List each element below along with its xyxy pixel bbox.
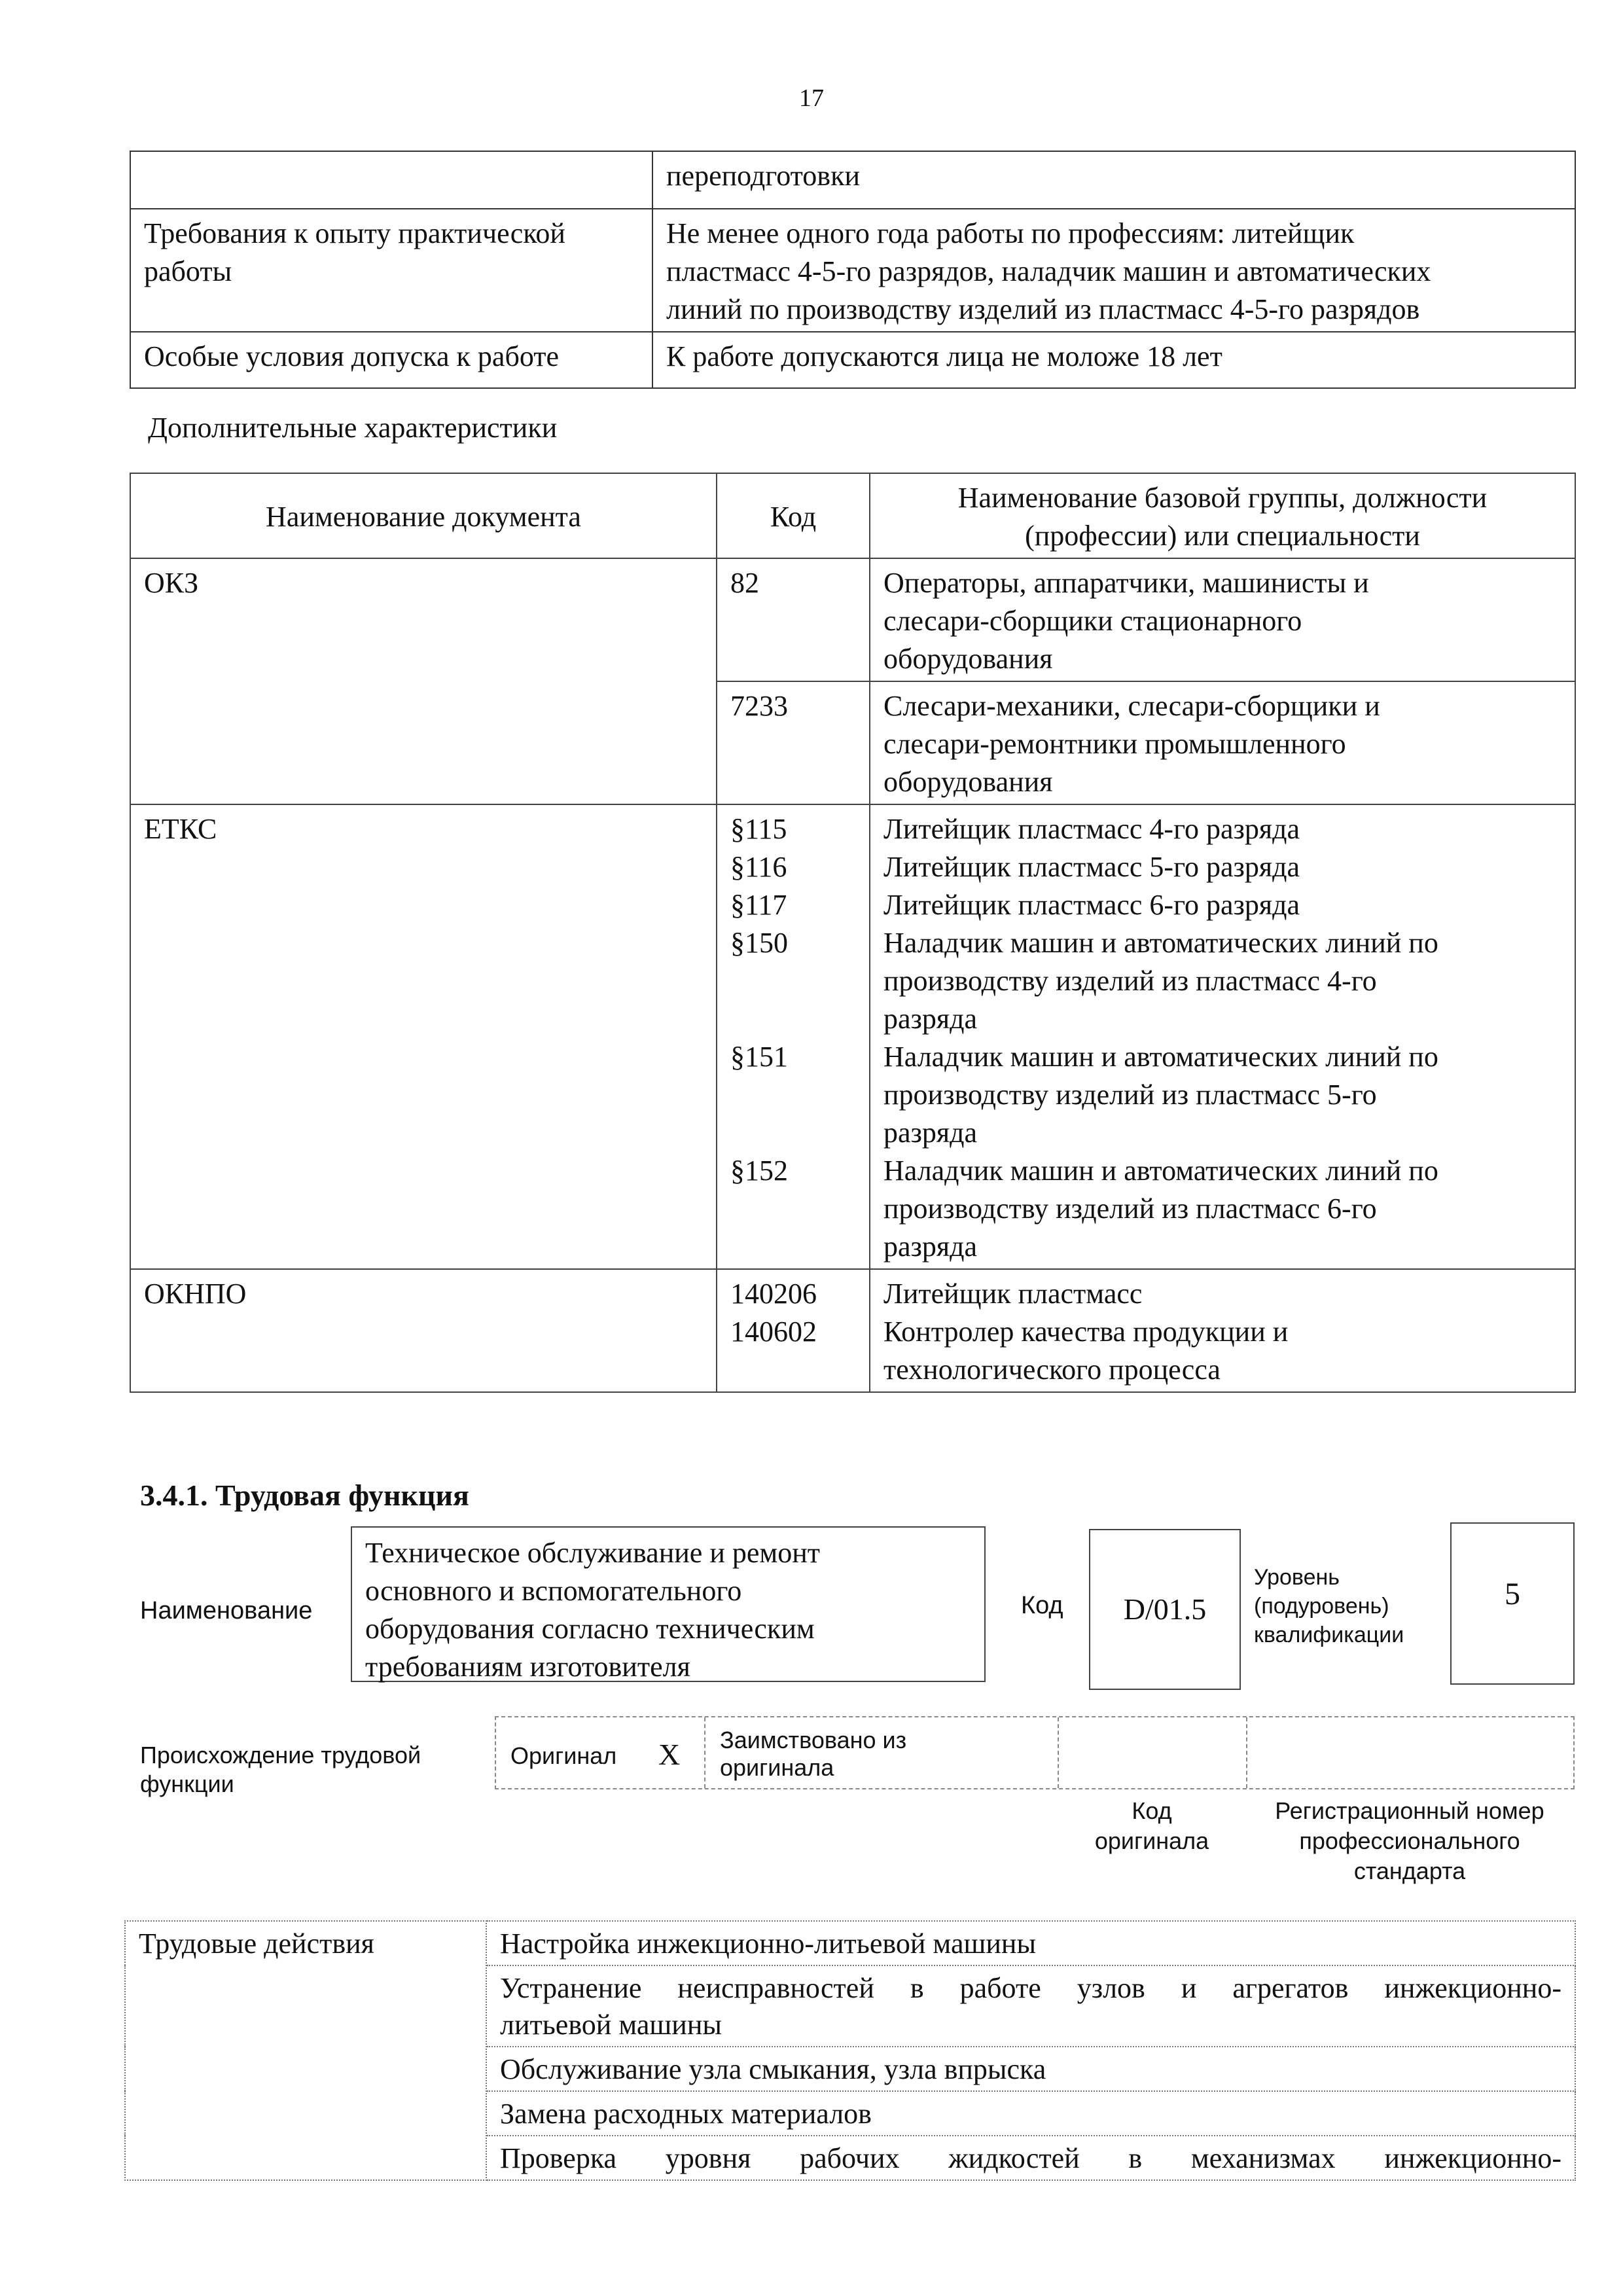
labor-action-item — [486, 1965, 1575, 2047]
requirements-label-line: работы — [144, 255, 232, 287]
additional-characteristics-caption: Дополнительные характеристики — [148, 412, 558, 444]
code-value: §152 — [730, 1155, 788, 1187]
code-value: §151 — [730, 1041, 788, 1073]
labor-action-line: Замена расходных материалов — [500, 2098, 872, 2130]
group-name-line: разряда — [883, 1003, 978, 1035]
labor-action-item — [486, 2047, 1575, 2091]
code-value: 140602 — [730, 1316, 817, 1348]
group-name-line: Литейщик пластмасс 4-го разряда — [883, 813, 1300, 845]
labor-action-line: Устранение неисправностей в работе узлов и агрегатов инжекционно- — [500, 1972, 1561, 2004]
group-name-line: Наладчик машин и автоматических линий по — [883, 927, 1438, 959]
reg-number-caption-line: профессионального — [1299, 1827, 1520, 1854]
table-row — [130, 1269, 1575, 1392]
labor-actions-label: Трудовые действия — [125, 1921, 486, 2180]
group-name-line: производству изделий из пластмасс 6-го — [883, 1193, 1377, 1225]
qualification-level-label-line: (подуровень) — [1254, 1594, 1389, 1619]
requirements-table — [130, 151, 1576, 389]
requirements-label-line: Особые условия допуска к работе — [144, 340, 560, 372]
qualification-level-label-line: Уровень — [1254, 1565, 1340, 1590]
function-code-box: D/01.5 — [1089, 1529, 1241, 1690]
code-spacer — [730, 1000, 856, 1038]
code-spacer — [730, 1114, 856, 1152]
reg-number-caption — [1246, 1796, 1573, 1886]
original-mark: X — [658, 1738, 681, 1771]
code-original-caption — [1058, 1796, 1246, 1856]
code-cell: 82 — [717, 558, 870, 681]
function-name-line: требованиям изготовителя — [365, 1651, 690, 1683]
code-spacer — [730, 962, 856, 1000]
group-name-line: Операторы, аппаратчики, машинисты и — [883, 567, 1369, 599]
qualification-level-label-line: квалификации — [1254, 1623, 1404, 1647]
group-name-line: Контролер качества продукции и — [883, 1316, 1289, 1348]
group-name-line: Наладчик машин и автоматических линий по — [883, 1155, 1438, 1187]
header-group-name-line: (профессии) или специальности — [1025, 520, 1420, 552]
qualification-level-box: 5 — [1450, 1522, 1575, 1685]
function-name-box — [351, 1526, 986, 1682]
labor-action-item — [486, 2091, 1575, 2136]
function-name-line: основного и вспомогательного — [365, 1575, 742, 1607]
labor-action-line: Проверка уровня рабочих жидкостей в механизмах инжекционно- — [500, 2142, 1561, 2174]
group-name-line: технологического процесса — [883, 1354, 1221, 1386]
group-name-cell — [870, 804, 1575, 1269]
table-row — [130, 558, 1575, 681]
origin-reg-number-cell — [1247, 1717, 1573, 1788]
requirements-label-cell — [130, 332, 652, 388]
group-name-line: Слесари-механики, слесари-сборщики и — [883, 690, 1380, 722]
code-cell — [717, 1269, 870, 1392]
origin-table — [495, 1716, 1575, 1789]
function-name-line: оборудования согласно техническим — [365, 1613, 815, 1645]
group-name-cell — [870, 558, 1575, 681]
code-value: §150 — [730, 927, 788, 959]
table-row — [130, 804, 1575, 1269]
group-name-line: оборудования — [883, 766, 1053, 798]
header-document: Наименование документа — [130, 473, 717, 558]
code-value: §117 — [730, 889, 787, 921]
header-group-name — [870, 473, 1575, 558]
labor-action-line: Настройка инжекционно-литьевой машины — [500, 1928, 1037, 1960]
table-row — [130, 332, 1575, 388]
group-name-line: слесари-сборщики стационарного — [883, 605, 1302, 637]
doc-oknpo: ОКНПО — [130, 1269, 717, 1392]
borrowed-label — [720, 1727, 906, 1782]
labor-action-item — [486, 2136, 1575, 2180]
labor-function-heading: 3.4.1. Трудовая функция — [140, 1479, 469, 1512]
group-name-line: разряда — [883, 1230, 978, 1263]
requirements-value-cell — [652, 332, 1575, 388]
function-code-label: Код — [1021, 1592, 1063, 1619]
requirements-value-line: Не менее одного года работы по профессиям: литейщик — [666, 217, 1355, 249]
function-name-label: Наименование — [140, 1597, 313, 1624]
table-row — [130, 209, 1575, 332]
function-name-line: Техническое обслуживание и ремонт — [365, 1537, 821, 1569]
requirements-value-line: пластмасс 4-5-го разрядов, наладчик машин и автоматических — [666, 255, 1431, 287]
requirements-label-cell — [130, 209, 652, 332]
qualification-level-label — [1254, 1563, 1404, 1649]
code-value: §116 — [730, 851, 787, 883]
requirements-value-line: К работе допускаются лица не моложе 18 лет — [666, 340, 1222, 372]
code-value: 140206 — [730, 1278, 817, 1310]
group-name-line: Наладчик машин и автоматических линий по — [883, 1041, 1438, 1073]
code-original-caption-line: Код — [1132, 1797, 1172, 1824]
requirements-label-line: Требования к опыту практической — [144, 217, 565, 249]
group-name-line: слесари-ремонтники промышленного — [883, 728, 1346, 760]
additional-characteristics-table — [130, 473, 1576, 1393]
labor-actions-table — [124, 1920, 1576, 2181]
function-origin-label — [140, 1741, 421, 1799]
requirements-value-line: линий по производству изделий из пластмасс 4-5-го разрядов — [666, 293, 1420, 325]
doc-okz: ОКЗ — [130, 558, 717, 804]
doc-etks: ЕТКС — [130, 804, 717, 1269]
function-origin-label-line: функции — [140, 1770, 234, 1797]
page-number: 17 — [799, 84, 824, 112]
borrowed-label-line: Заимствовано из — [720, 1727, 907, 1753]
group-name-line: Литейщик пластмасс 6-го разряда — [883, 889, 1300, 921]
labor-action-line: литьевой машины — [500, 2009, 722, 2041]
group-name-line: Литейщик пластмасс 5-го разряда — [883, 851, 1300, 883]
labor-action-line: Обслуживание узла смыкания, узла впрыска — [500, 2053, 1046, 2085]
group-name-line: оборудования — [883, 643, 1053, 675]
function-origin-label-line: Происхождение трудовой — [140, 1742, 421, 1768]
group-name-line: производству изделий из пластмасс 4-го — [883, 965, 1377, 997]
group-name-line: разряда — [883, 1117, 978, 1149]
requirements-value-line: переподготовки — [666, 160, 860, 192]
requirements-label-cell — [130, 151, 652, 209]
group-name-cell — [870, 681, 1575, 804]
code-cell — [717, 804, 870, 1269]
table-row — [130, 151, 1575, 209]
code-value: §115 — [730, 813, 787, 845]
code-cell: 7233 — [717, 681, 870, 804]
table-header-row — [130, 473, 1575, 558]
origin-original-cell — [496, 1717, 705, 1788]
requirements-value-cell — [652, 209, 1575, 332]
origin-code-cell — [1059, 1717, 1247, 1788]
labor-action-item — [486, 1921, 1575, 1965]
original-label: Оригинал — [510, 1742, 617, 1769]
group-name-line: Литейщик пластмасс — [883, 1278, 1143, 1310]
code-spacer — [730, 1076, 856, 1114]
header-code: Код — [717, 473, 870, 558]
requirements-value-cell — [652, 151, 1575, 209]
group-name-cell — [870, 1269, 1575, 1392]
group-name-line: производству изделий из пластмасс 5-го — [883, 1079, 1377, 1111]
code-original-caption-line: оригинала — [1094, 1827, 1209, 1854]
table-row — [125, 1921, 1575, 1965]
reg-number-caption-line: Регистрационный номер — [1275, 1797, 1544, 1824]
reg-number-caption-line: стандарта — [1353, 1857, 1466, 1884]
borrowed-label-line: оригинала — [720, 1754, 834, 1781]
header-group-name-line: Наименование базовой группы, должности — [957, 482, 1488, 514]
origin-borrowed-cell — [705, 1717, 1059, 1788]
